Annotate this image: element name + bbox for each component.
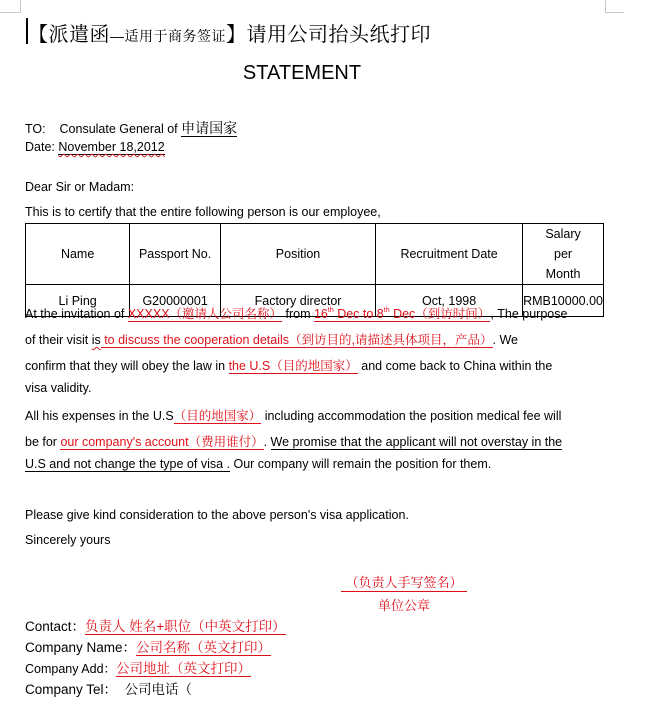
closing-request: Please give kind consideration to the above person's visa application. xyxy=(25,508,409,522)
date-start: 16 xyxy=(313,307,328,321)
para2-line3 xyxy=(25,457,491,471)
company-tel-line xyxy=(25,678,192,698)
cell-position[interactable]: Factory director xyxy=(220,285,375,317)
para1-text: and come back to China within the xyxy=(357,359,553,373)
company-seal-placeholder[interactable]: 单位公章 xyxy=(377,598,430,613)
visit-dates-placeholder[interactable] xyxy=(314,307,490,322)
col-header-salary: Salary per Month xyxy=(523,224,604,285)
company-name-label: Company Name： xyxy=(25,640,137,655)
company-tel-placeholder[interactable]: 公司电话（ xyxy=(124,682,193,697)
para1-text: is xyxy=(91,333,101,347)
date-value[interactable] xyxy=(58,140,164,155)
inviter-placeholder[interactable]: XXXXX（邀请人公司名称） xyxy=(127,307,283,321)
date-value-text: November 18,2012 xyxy=(58,140,165,154)
col-header-position: Position xyxy=(220,224,375,285)
cell-passport[interactable]: G20000001 xyxy=(130,285,221,317)
col-header-passport: Passport No. xyxy=(130,224,221,285)
to-text: Consulate General of xyxy=(59,122,182,136)
signature-block xyxy=(340,572,468,614)
company-name-line xyxy=(25,636,271,656)
document-header[interactable] xyxy=(28,18,431,47)
date-note: Dec（到访时间） xyxy=(389,307,491,321)
para2-text: Our company will remain the position for them. xyxy=(230,457,492,471)
promise-text: U.S and not change the type of visa . xyxy=(25,457,230,471)
para1-line1 xyxy=(25,304,567,322)
para1-text: . We xyxy=(492,333,518,347)
para2-line1 xyxy=(25,406,561,424)
page-corner-mark-right xyxy=(605,0,624,13)
page-title: STATEMENT xyxy=(242,62,362,84)
date-end: Dec to 8 xyxy=(333,307,384,321)
closing-sincerely: Sincerely yours xyxy=(25,533,111,547)
to-line xyxy=(25,118,237,138)
para1-line2 xyxy=(25,330,518,348)
company-address-label: Company Add： xyxy=(25,662,117,676)
destination-placeholder[interactable]: （目的地国家） xyxy=(173,409,262,423)
table-header-row xyxy=(26,224,604,285)
para2-text: be for xyxy=(25,435,61,449)
cell-recruitment-date[interactable]: Oct, 1998 xyxy=(376,285,523,317)
date-line xyxy=(25,140,165,154)
date-label: Date: xyxy=(25,140,59,154)
header-text-note: —适用于商务签证 xyxy=(110,28,226,44)
visit-purpose-placeholder[interactable]: to discuss the cooperation details（到访目的,请描述具体项目，产品） xyxy=(100,333,493,347)
to-country-placeholder[interactable]: 申请国家 xyxy=(181,120,238,136)
para1-text: , The purpose xyxy=(490,307,568,321)
cell-salary[interactable]: RMB10000.00 xyxy=(523,285,604,317)
page-corner-mark-left xyxy=(0,0,21,13)
col-header-name: Name xyxy=(26,224,130,285)
company-tel-label: Company Tel： xyxy=(25,682,118,697)
promise-text: We promise that the applicant will not overstay in the xyxy=(270,435,563,449)
col-header-recruitment-date: Recruitment Date xyxy=(376,224,523,285)
para1-text: from xyxy=(282,307,314,321)
intro-text: This is to certify that the entire following person is our employee, xyxy=(25,205,381,219)
para2-text: . xyxy=(263,435,271,449)
header-text-instruction: 】请用公司抬头纸打印 xyxy=(226,24,431,46)
signature-placeholder[interactable]: （负责人手写签名） xyxy=(341,572,467,592)
company-name-placeholder[interactable]: 公司名称（英文打印） xyxy=(136,640,272,655)
para1-text: At the invitation of xyxy=(25,307,128,321)
contact-line xyxy=(25,615,286,635)
contact-placeholder[interactable]: 负责人 姓名+职位（中英文打印） xyxy=(85,619,286,634)
to-label: TO: xyxy=(25,122,46,136)
para1-line3 xyxy=(25,356,552,374)
expense-payer-placeholder[interactable]: our company's account（费用谁付） xyxy=(60,435,264,449)
para2-text: including accommodation the position medical fee will xyxy=(261,409,562,423)
contact-label: Contact： xyxy=(25,619,86,634)
para1-text: confirm that they will obey the law in xyxy=(25,359,229,373)
header-text-main: 【派遣函 xyxy=(28,24,110,46)
company-address-placeholder[interactable]: 公司地址（英文打印） xyxy=(116,661,252,676)
para2-line2 xyxy=(25,432,562,450)
employee-table xyxy=(25,223,604,317)
para2-text: All his expenses in the U.S xyxy=(25,409,174,423)
destination-placeholder[interactable]: the U.S（目的地国家） xyxy=(228,359,358,373)
company-address-line xyxy=(25,657,251,677)
para1-text: of their visit xyxy=(25,333,92,347)
ordinal: th xyxy=(383,307,390,314)
cell-name[interactable]: Li Ping xyxy=(26,285,130,317)
ordinal: th xyxy=(327,307,334,314)
salutation: Dear Sir or Madam: xyxy=(25,180,135,194)
para1-line4: visa validity. xyxy=(25,381,92,395)
